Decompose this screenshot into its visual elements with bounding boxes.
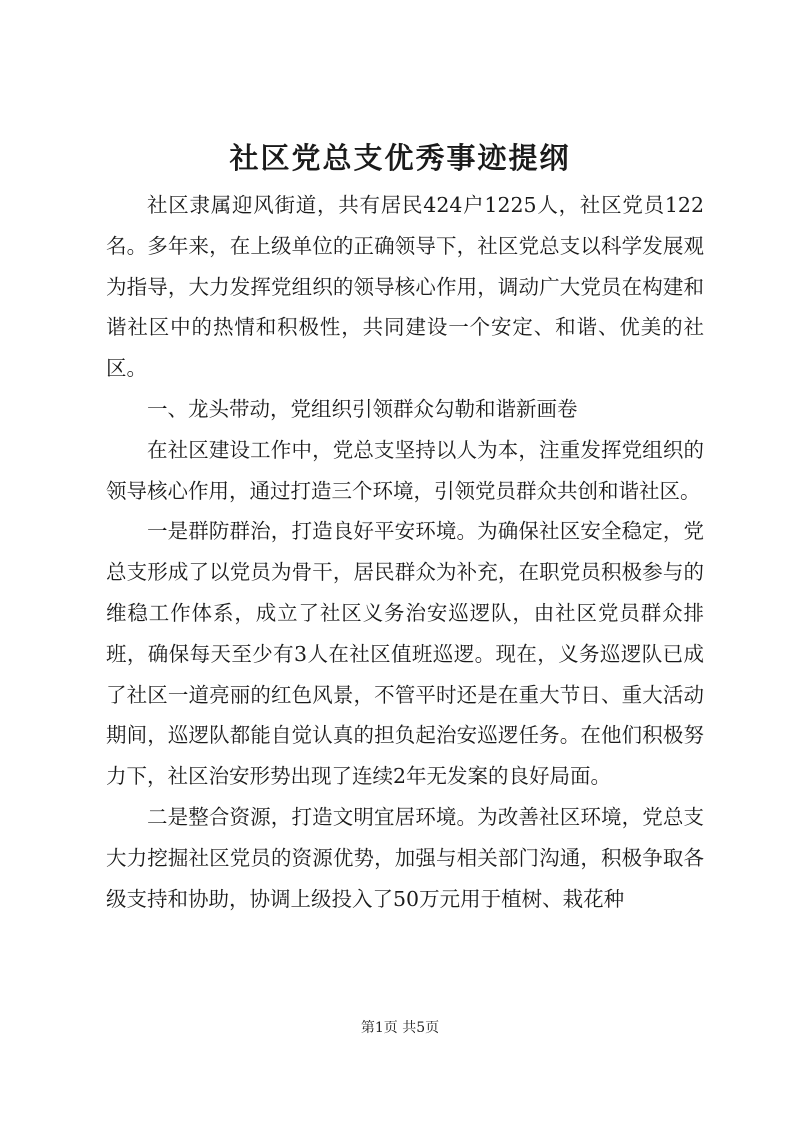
paragraph: 二是整合资源，打造文明宜居环境。为改善社区环境，党总支大力挖掘社区党员的资源优势，加强与相关部门沟通，积极争取各级支持和协助，协调上级投入了50万元用于植树、栽花种 <box>106 804 704 911</box>
paragraph-intro: 社区隶属迎风街道，共有居民424户1225人，社区党员122名。多年来，在上级单位的正确领导下，社区党总支以科学发展观为指导，大力发挥党组织的领导核心作用，调动广大党员在构建和谐社区中的热情和积极性，共同建设一个安定、和谐、优美的社区。 <box>106 193 704 381</box>
document-title: 社区党总支优秀事迹提纲 <box>229 141 571 175</box>
paragraph: 一是群防群治，打造良好平安环境。为确保社区安全稳定，党总支形成了以党员为骨干，居民群众为补充，在职党员积极参与的维稳工作体系，成立了社区义务治安巡逻队，由社区党员群众排班，确保每天至少有3人在社区值班巡逻。现在，义务巡逻队已成了社区一道亮丽的红色风景，不管平时还是在重大节日、重大活动期间，巡逻队都能自觉认真的担负起治安巡逻任务。在他们积极努力下，社区治安形势出现了连续2年无发案的良好局面。 <box>106 519 704 789</box>
section-heading: 一、龙头带动，党组织引领群众勾勒和谐新画卷 <box>147 396 578 421</box>
document-body <box>106 185 704 919</box>
paragraph: 在社区建设工作中，党总支坚持以人为本，注重发挥党组织的领导核心作用，通过打造三个环境，引领党员群众共创和谐社区。 <box>106 437 704 503</box>
page-footer: 第1页 共5页 <box>360 1020 440 1036</box>
